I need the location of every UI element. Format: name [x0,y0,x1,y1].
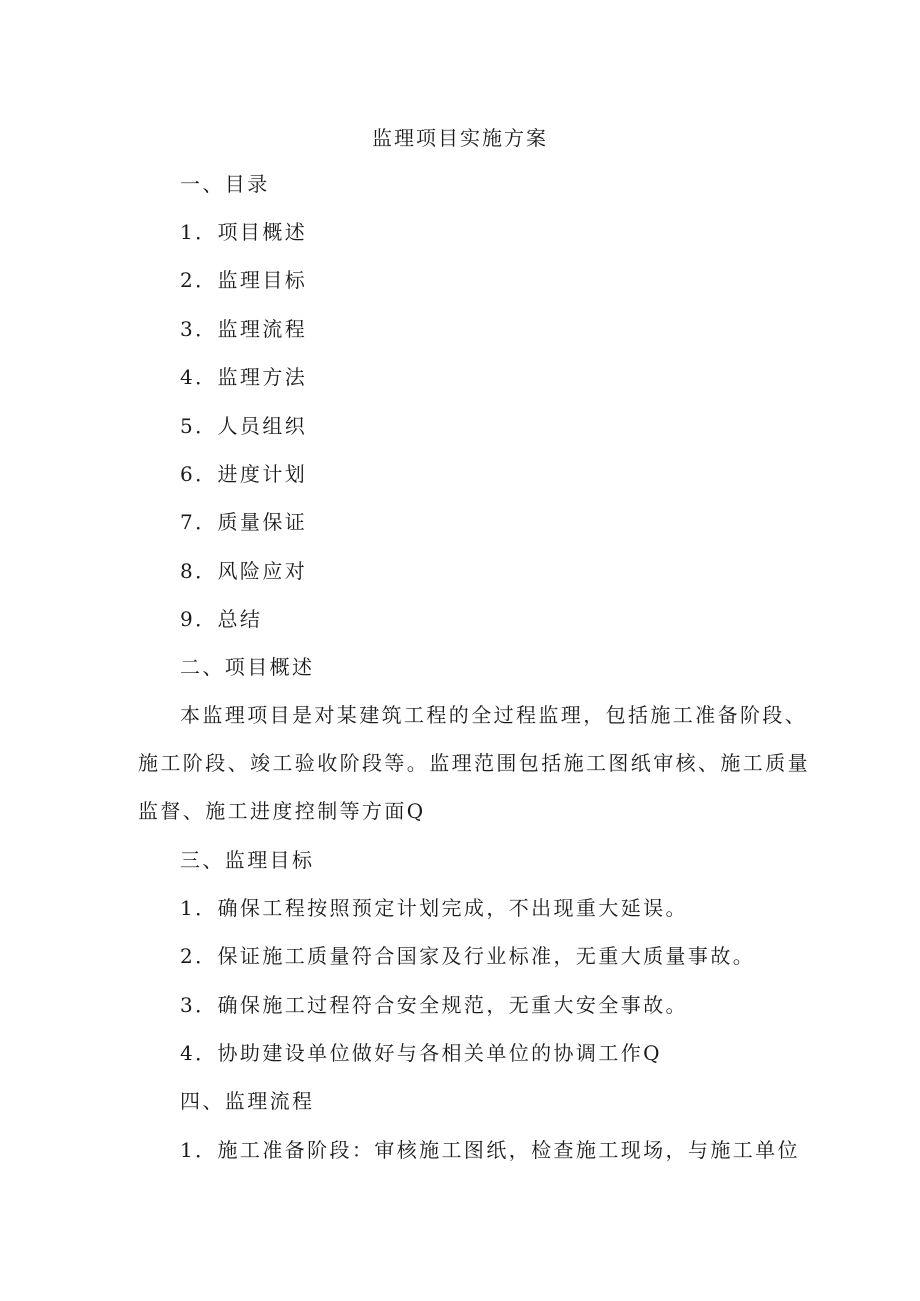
overview-paragraph-line: 本监理项目是对某建筑工程的全过程监理，包括施工准备阶段、 [180,703,808,727]
toc-item: 4．监理方法 [180,365,308,389]
goal-item: 3．确保施工过程符合安全规范，无重大安全事故。 [180,993,688,1017]
process-item: 1．施工准备阶段：审核施工图纸，检查施工现场，与施工单位 [180,1138,800,1162]
toc-item: 6．进度计划 [180,462,308,486]
toc-item: 9．总结 [180,607,263,631]
overview-paragraph-line: 监督、施工进度控制等方面Q [138,799,426,823]
goals-heading: 三、监理目标 [180,848,315,872]
toc-heading: 一、目录 [180,172,270,196]
goal-item: 2．保证施工质量符合国家及行业标准，无重大质量事故。 [180,944,756,968]
toc-item: 1．项目概述 [180,220,308,244]
process-heading: 四、监理流程 [180,1089,315,1113]
toc-item: 2．监理目标 [180,268,308,292]
overview-paragraph-line: 施工阶段、竣工验收阶段等。监理范围包括施工图纸审核、施工质量 [138,751,810,775]
toc-item: 3．监理流程 [180,317,308,341]
toc-item: 8．风险应对 [180,559,308,583]
toc-item: 5．人员组织 [180,414,308,438]
toc-item: 7．质量保证 [180,510,308,534]
document-title: 监理项目实施方案 [372,126,548,150]
goal-item: 1．确保工程按照预定计划完成，不出现重大延误。 [180,896,688,920]
goal-item: 4．协助建设单位做好与各相关单位的协调工作Q [180,1041,662,1065]
overview-heading: 二、项目概述 [180,655,315,679]
